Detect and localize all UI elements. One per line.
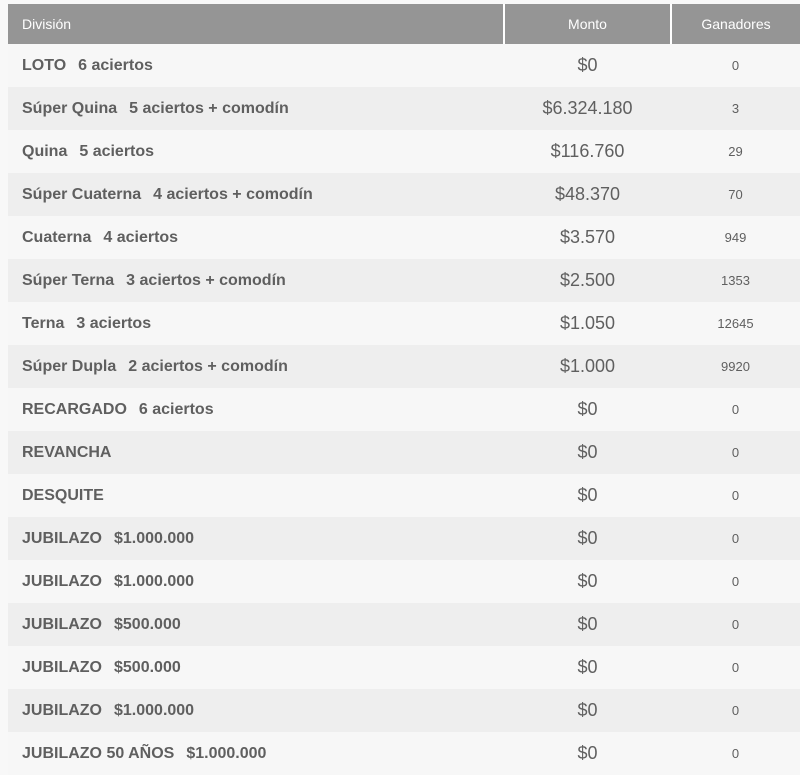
division-name: JUBILAZO — [22, 701, 102, 719]
division-cell — [8, 431, 504, 474]
monto-cell: $1.050 — [504, 302, 671, 345]
monto-cell: $1.000 — [504, 345, 671, 388]
division-detail: 6 aciertos — [138, 400, 214, 418]
ganadores-cell: 949 — [671, 216, 800, 259]
monto-cell: $3.570 — [504, 216, 671, 259]
division-cell — [8, 517, 504, 560]
table-row — [8, 259, 800, 302]
division-detail: 4 aciertos — [103, 228, 179, 246]
division-detail: $1.000.000 — [114, 701, 195, 719]
monto-cell: $2.500 — [504, 259, 671, 302]
table-row — [8, 474, 800, 517]
ganadores-cell: 0 — [671, 474, 800, 517]
monto-cell: $6.324.180 — [504, 87, 671, 130]
ganadores-cell: 0 — [671, 603, 800, 646]
table-row — [8, 173, 800, 216]
division-name: JUBILAZO — [22, 572, 102, 590]
division-name: Súper Dupla — [22, 357, 117, 375]
division-name: JUBILAZO 50 AÑOS — [22, 744, 175, 762]
division-name: JUBILAZO — [22, 615, 102, 633]
table-row — [8, 216, 800, 259]
table-header-row — [8, 4, 800, 44]
division-cell — [8, 44, 504, 87]
table-row — [8, 302, 800, 345]
table-row — [8, 130, 800, 173]
division-cell — [8, 689, 504, 732]
header-ganadores: Ganadores — [671, 4, 800, 44]
division-detail: $1.000.000 — [114, 572, 195, 590]
monto-cell: $0 — [504, 388, 671, 431]
ganadores-cell: 0 — [671, 44, 800, 87]
division-cell — [8, 87, 504, 130]
table-row — [8, 431, 800, 474]
division-detail: 5 aciertos — [79, 142, 155, 160]
table-row — [8, 345, 800, 388]
monto-cell: $0 — [504, 689, 671, 732]
ganadores-cell: 0 — [671, 732, 800, 775]
ganadores-cell: 0 — [671, 646, 800, 689]
monto-cell: $0 — [504, 603, 671, 646]
division-cell — [8, 259, 504, 302]
division-cell — [8, 130, 504, 173]
division-cell — [8, 302, 504, 345]
division-cell — [8, 603, 504, 646]
ganadores-cell: 70 — [671, 173, 800, 216]
division-detail: 5 aciertos + comodín — [129, 99, 289, 117]
division-name: Cuaterna — [22, 228, 92, 246]
table-row — [8, 689, 800, 732]
table-row — [8, 44, 800, 87]
table-row — [8, 603, 800, 646]
ganadores-cell: 0 — [671, 431, 800, 474]
division-name: LOTO — [22, 56, 67, 74]
table-row — [8, 646, 800, 689]
monto-cell: $48.370 — [504, 173, 671, 216]
monto-cell: $0 — [504, 732, 671, 775]
table-row — [8, 388, 800, 431]
division-detail: 3 aciertos + comodín — [126, 271, 286, 289]
header-division: División — [8, 4, 504, 44]
division-cell — [8, 345, 504, 388]
division-cell — [8, 646, 504, 689]
ganadores-cell: 0 — [671, 560, 800, 603]
division-name: JUBILAZO — [22, 658, 102, 676]
division-name: Quina — [22, 142, 68, 160]
header-monto: Monto — [504, 4, 671, 44]
division-cell — [8, 732, 504, 775]
table-row — [8, 560, 800, 603]
division-detail: $500.000 — [114, 615, 181, 633]
division-detail: $500.000 — [114, 658, 181, 676]
ganadores-cell: 29 — [671, 130, 800, 173]
division-cell — [8, 216, 504, 259]
division-detail: 3 aciertos — [76, 314, 152, 332]
table-row — [8, 87, 800, 130]
division-name: JUBILAZO — [22, 529, 102, 547]
monto-cell: $0 — [504, 646, 671, 689]
monto-cell: $0 — [504, 44, 671, 87]
division-cell — [8, 173, 504, 216]
division-name: Súper Terna — [22, 271, 115, 289]
division-name: RECARGADO — [22, 400, 127, 418]
division-name: Terna — [22, 314, 65, 332]
division-cell — [8, 560, 504, 603]
division-name: Súper Quina — [22, 99, 118, 117]
monto-cell: $116.760 — [504, 130, 671, 173]
division-name: Súper Cuaterna — [22, 185, 142, 203]
ganadores-cell: 3 — [671, 87, 800, 130]
division-detail: 4 aciertos + comodín — [153, 185, 313, 203]
ganadores-cell: 9920 — [671, 345, 800, 388]
ganadores-cell: 1353 — [671, 259, 800, 302]
table-row — [8, 732, 800, 775]
monto-cell: $0 — [504, 560, 671, 603]
division-name: REVANCHA — [22, 443, 112, 461]
ganadores-cell: 0 — [671, 517, 800, 560]
ganadores-cell: 0 — [671, 388, 800, 431]
monto-cell: $0 — [504, 431, 671, 474]
division-detail: $1.000.000 — [186, 744, 267, 762]
monto-cell: $0 — [504, 474, 671, 517]
results-table-container — [8, 4, 800, 775]
ganadores-cell: 12645 — [671, 302, 800, 345]
division-cell — [8, 474, 504, 517]
monto-cell: $0 — [504, 517, 671, 560]
prize-results-table — [8, 4, 800, 775]
table-row — [8, 517, 800, 560]
division-detail: $1.000.000 — [114, 529, 195, 547]
division-detail: 2 aciertos + comodín — [128, 357, 288, 375]
ganadores-cell: 0 — [671, 689, 800, 732]
division-cell — [8, 388, 504, 431]
division-detail: 6 aciertos — [78, 56, 153, 74]
division-name: DESQUITE — [22, 486, 104, 504]
